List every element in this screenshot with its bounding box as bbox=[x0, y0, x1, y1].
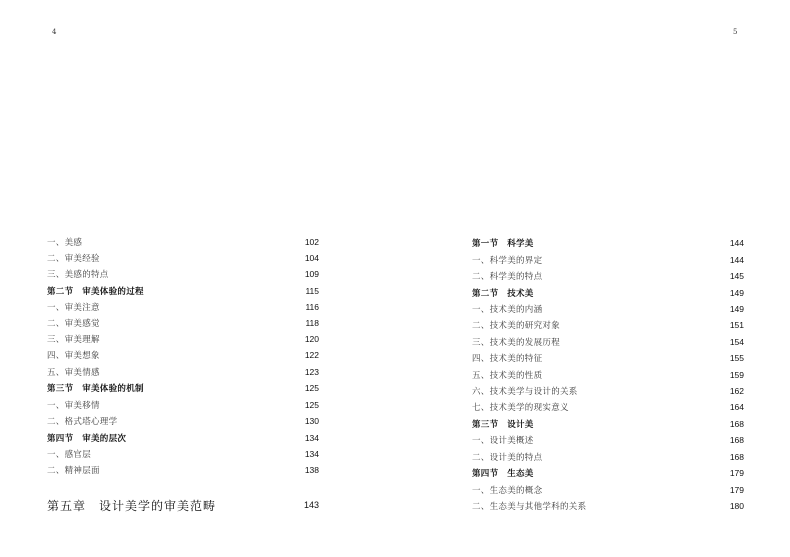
toc-entry bbox=[472, 432, 744, 448]
toc-entry bbox=[47, 413, 319, 429]
toc-entry-page: 151 bbox=[729, 320, 744, 330]
toc-entry bbox=[472, 268, 744, 284]
toc-entry-page: 104 bbox=[304, 253, 319, 263]
toc-section-label: 第三节 审美体验的机制 bbox=[47, 384, 144, 394]
toc-entry-page: 164 bbox=[729, 402, 744, 412]
toc-entry bbox=[47, 331, 319, 347]
toc-section-page: 115 bbox=[305, 286, 319, 296]
toc-entry-label: 二、审美经验 bbox=[47, 254, 100, 264]
toc-section bbox=[472, 465, 744, 481]
toc-section-label: 第二节 审美体验的过程 bbox=[47, 287, 144, 297]
toc-entry-label: 一、设计美概述 bbox=[472, 436, 534, 446]
toc-entry-label: 一、感官层 bbox=[47, 450, 92, 460]
toc-entry-label: 七、技术美学的现实意义 bbox=[472, 403, 569, 413]
toc-entry-page: 138 bbox=[304, 465, 319, 475]
toc-entry-label: 一、生态美的概念 bbox=[472, 486, 543, 496]
toc-entry-page: 180 bbox=[729, 501, 744, 511]
toc-entry bbox=[47, 299, 319, 315]
toc-entry-page: 162 bbox=[729, 386, 744, 396]
toc-entry-label: 四、审美想象 bbox=[47, 351, 100, 361]
toc-entry-label: 二、设计美的特点 bbox=[472, 453, 543, 463]
toc-entry bbox=[472, 367, 744, 383]
toc-entry-label: 二、科学美的特点 bbox=[472, 272, 543, 282]
toc-entry bbox=[47, 266, 319, 282]
toc-entry bbox=[47, 315, 319, 331]
toc-section-page: 179 bbox=[729, 468, 744, 478]
toc-entry-page: 145 bbox=[729, 271, 744, 281]
toc-entry bbox=[472, 399, 744, 415]
toc-section-label: 第四节 生态美 bbox=[472, 469, 534, 479]
toc-entry-page: 144 bbox=[729, 255, 744, 265]
toc-entry bbox=[472, 317, 744, 333]
toc-section-label: 第四节 审美的层次 bbox=[47, 434, 127, 444]
toc-entry bbox=[472, 449, 744, 465]
toc-entry-label: 一、美感 bbox=[47, 238, 83, 248]
toc-section bbox=[472, 416, 744, 432]
toc-entry-page: 102 bbox=[304, 237, 319, 247]
toc-entry-label: 五、审美情感 bbox=[47, 368, 100, 378]
toc-entry-page: 168 bbox=[729, 435, 744, 445]
right-toc bbox=[472, 0, 744, 557]
toc-entry bbox=[47, 250, 319, 266]
toc-chapter bbox=[47, 494, 319, 516]
toc-section-page: 168 bbox=[729, 419, 744, 429]
toc-entry-page: 125 bbox=[304, 400, 319, 410]
toc-section-page: 125 bbox=[304, 383, 319, 393]
toc-entry bbox=[47, 234, 319, 250]
toc-entry bbox=[472, 498, 744, 514]
toc-section bbox=[47, 283, 319, 299]
toc-section-page: 144 bbox=[729, 238, 744, 248]
toc-entry-label: 二、审美感觉 bbox=[47, 319, 100, 329]
toc-entry-page: 116 bbox=[305, 302, 319, 312]
toc-chapter-label: 第五章 设计美学的审美范畴 bbox=[47, 498, 217, 513]
toc-section-label: 第二节 技术美 bbox=[472, 289, 534, 299]
toc-entry-label: 一、技术美的内涵 bbox=[472, 305, 543, 315]
toc-entry-label: 四、技术美的特征 bbox=[472, 354, 543, 364]
toc-section-page: 149 bbox=[729, 288, 744, 298]
toc-entry-label: 一、科学美的界定 bbox=[472, 256, 543, 266]
toc-entry bbox=[472, 252, 744, 268]
toc-entry bbox=[47, 446, 319, 462]
toc-section bbox=[47, 380, 319, 396]
left-toc bbox=[47, 0, 319, 557]
toc-entry-page: 130 bbox=[304, 416, 319, 426]
toc-entry-label: 三、审美理解 bbox=[47, 335, 100, 345]
toc-entry-label: 六、技术美学与设计的关系 bbox=[472, 387, 578, 397]
toc-entry-label: 三、技术美的发展历程 bbox=[472, 338, 561, 348]
toc-section bbox=[47, 430, 319, 446]
toc-entry-label: 二、格式塔心理学 bbox=[47, 417, 118, 427]
toc-entry-page: 154 bbox=[729, 337, 744, 347]
toc-entry-page: 168 bbox=[729, 452, 744, 462]
toc-entry bbox=[472, 383, 744, 399]
left-page-number: 4 bbox=[52, 28, 57, 36]
toc-entry-label: 一、审美注意 bbox=[47, 303, 100, 313]
toc-entry bbox=[47, 364, 319, 380]
toc-entry bbox=[47, 397, 319, 413]
toc-entry bbox=[47, 462, 319, 478]
toc-section bbox=[472, 285, 744, 301]
toc-section-label: 第三节 设计美 bbox=[472, 420, 534, 430]
toc-entry-label: 三、美感的特点 bbox=[47, 270, 109, 280]
toc-entry bbox=[472, 301, 744, 317]
toc-entry-page: 120 bbox=[304, 334, 319, 344]
toc-entry bbox=[472, 482, 744, 498]
toc-section-label: 第一节 科学美 bbox=[472, 239, 534, 249]
toc-entry bbox=[47, 347, 319, 363]
toc-entry-label: 二、生态美与其他学科的关系 bbox=[472, 502, 587, 512]
toc-entry-label: 五、技术美的性质 bbox=[472, 371, 543, 381]
toc-entry-page: 118 bbox=[305, 318, 319, 328]
toc-entry-page: 179 bbox=[729, 485, 744, 495]
toc-entry bbox=[472, 350, 744, 366]
toc-entry-label: 一、审美移情 bbox=[47, 401, 100, 411]
toc-entry-page: 123 bbox=[304, 367, 319, 377]
toc-entry-label: 二、精神层面 bbox=[47, 466, 100, 476]
toc-entry-page: 109 bbox=[304, 269, 319, 279]
toc-entry-page: 159 bbox=[729, 370, 744, 380]
toc-entry-page: 155 bbox=[729, 353, 744, 363]
toc-section-page: 134 bbox=[304, 433, 319, 443]
toc-entry bbox=[472, 334, 744, 350]
toc-entry-page: 149 bbox=[729, 304, 744, 314]
right-page-number: 5 bbox=[733, 28, 738, 36]
toc-section bbox=[472, 235, 744, 251]
toc-entry-label: 二、技术美的研究对象 bbox=[472, 321, 561, 331]
toc-entry-page: 134 bbox=[304, 449, 319, 459]
toc-entry-page: 122 bbox=[304, 350, 319, 360]
toc-chapter-page: 143 bbox=[303, 500, 319, 510]
